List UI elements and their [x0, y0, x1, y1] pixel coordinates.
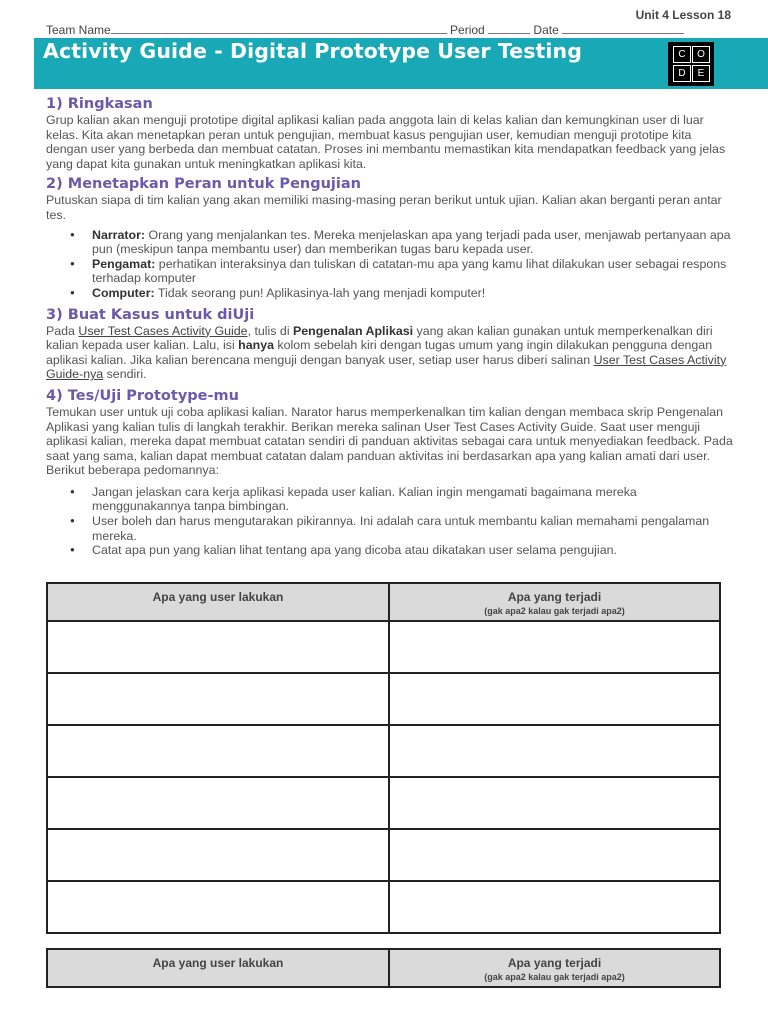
result-cell[interactable]	[389, 673, 720, 725]
column-header-user-action: Apa yang user lakukan	[47, 583, 389, 621]
table-row	[47, 673, 720, 725]
list-item: ● Pengamat: perhatikan interaksinya dan tuliskan di catatan-mu apa yang kamu lihat dilakukan user sebagai respons terhadap komputer	[92, 257, 736, 286]
table-header-row	[47, 949, 720, 987]
lesson-label: Unit 4 Lesson 18	[635, 8, 731, 22]
user-action-cell[interactable]	[47, 621, 389, 673]
guidelines-list	[46, 485, 736, 558]
team-name-label: Team Name	[46, 23, 111, 37]
user-action-cell[interactable]	[47, 725, 389, 777]
section-body-roles: Putuskan siapa di tim kalian yang akan memiliki masing-masing peran berikut untuk ujian. Kalian akan berganti peran antar tes.	[46, 193, 722, 222]
column-header-user-action: Apa yang user lakukan	[47, 949, 389, 987]
page-title: Activity Guide - Digital Prototype User Testing	[43, 39, 583, 63]
user-action-cell[interactable]	[47, 881, 389, 933]
section-body-test-cases: Pada User Test Cases Activity Guide, tulis di Pengenalan Aplikasi yang akan kalian gunakan untuk memperkenalkan diri kalian kepada user kalian. Lalu, isi hanya kolom sebelah kiri dengan tugas umum yang ingin dilakukan pengguna dengan aplikasi kalian. Jika kalian berencana menguji dengan banyak user, setiap user harus diberi salinan User Test Cases Activity Guide-nya sendiri.	[46, 323, 727, 382]
list-item: ● Catat apa pun yang kalian lihat tentang apa yang dicoba atau dikatakan user selama pengujian.	[92, 543, 736, 558]
table-header-row	[47, 583, 720, 621]
title-banner	[34, 38, 768, 89]
list-item: ● User boleh dan harus mengutarakan pikirannya. Ini adalah cara untuk membantu kalian memahami pengalaman mereka.	[92, 514, 736, 543]
observation-table	[46, 582, 721, 934]
date-label: Date	[533, 23, 559, 37]
result-cell[interactable]	[389, 621, 720, 673]
team-info-line	[46, 22, 684, 37]
document-body	[46, 95, 736, 558]
user-action-cell[interactable]	[47, 829, 389, 881]
activity-guide-copy-link[interactable]: User Test Cases Activity Guide-nya	[46, 352, 727, 382]
column-header-result: Apa yang terjadi (gak apa2 kalau gak terjadi apa2)	[389, 583, 720, 621]
date-field[interactable]	[562, 22, 684, 34]
section-heading-test-prototype: 4) Tes/Uji Prototype-mu	[46, 387, 239, 404]
list-item: ● Computer: Tidak seorang pun! Aplikasinya-lah yang menjadi komputer!	[92, 286, 736, 301]
user-action-cell[interactable]	[47, 673, 389, 725]
table-row	[47, 881, 720, 933]
logo-letter-e: E	[692, 65, 710, 82]
table-row	[47, 725, 720, 777]
period-field[interactable]	[488, 22, 530, 34]
observation-table-2	[46, 948, 721, 988]
column-header-result: Apa yang terjadi (gak apa2 kalau gak terjadi apa2)	[389, 949, 720, 987]
period-label: Period	[450, 23, 485, 37]
list-item: ● Narrator: Orang yang menjalankan tes. Mereka menjelaskan apa yang terjadi pada user, menjawab pertanyaan apa pun (meskipun tanpa membantu user) dan memberikan tugas baru kepada user.	[92, 228, 736, 257]
logo-letter-c: C	[673, 46, 691, 63]
section-body-ringkasan: Grup kalian akan menguji prototipe digital aplikasi kalian pada anggota lain di kelas kalian dan kemungkinan user di luar kelas. Kita akan menetapkan peran untuk pengujian, membuat kasus pengujian user, kemudian menguji prototipe kita dengan user yang berbeda dan membuat catatan. Proses ini membantu memastikan kita mendapatkan feedback yang jelas yang dapat kita gunakan untuk meningkatkan aplikasi kita.	[46, 113, 726, 171]
team-name-field[interactable]	[111, 22, 447, 34]
logo-letter-d: D	[673, 65, 691, 82]
result-cell[interactable]	[389, 725, 720, 777]
section-heading-test-cases: 3) Buat Kasus untuk diUji	[46, 306, 255, 323]
table-row	[47, 829, 720, 881]
user-action-cell[interactable]	[47, 777, 389, 829]
section-body-test-prototype: Temukan user untuk uji coba aplikasi kalian. Narator harus memperkenalkan tim kalian dengan membaca skrip Pengenalan Aplikasi yang kalian tulis di langkah terakhir. Berikan mereka salinan User Test Cases Activity Guide. Saat user menguji aplikasi kalian, mereka dapat membuat catatan sendiri di panduan aktivitas sebagai cara untuk menyediakan feedback. Pada saat yang sama, kalian dapat membuat catatan dalam panduan aktivitas ini berdasarkan apa yang kalian amati dari user. Berikut beberapa pedomannya:	[46, 404, 733, 478]
result-cell[interactable]	[389, 829, 720, 881]
result-cell[interactable]	[389, 881, 720, 933]
section-heading-roles: 2) Menetapkan Peran untuk Pengujian	[46, 176, 361, 193]
table-row	[47, 777, 720, 829]
list-item: ● Jangan jelaskan cara kerja aplikasi kepada user kalian. Kalian ingin mengamati bagaimana mereka menggunakannya tanpa bimbingan.	[92, 485, 736, 514]
activity-guide-link[interactable]: User Test Cases Activity Guide	[78, 323, 248, 338]
table-row	[47, 621, 720, 673]
section-heading-ringkasan: 1) Ringkasan	[46, 96, 153, 112]
code-logo-icon	[668, 42, 714, 86]
result-cell[interactable]	[389, 777, 720, 829]
roles-list	[46, 228, 736, 301]
logo-letter-o: O	[692, 46, 710, 63]
